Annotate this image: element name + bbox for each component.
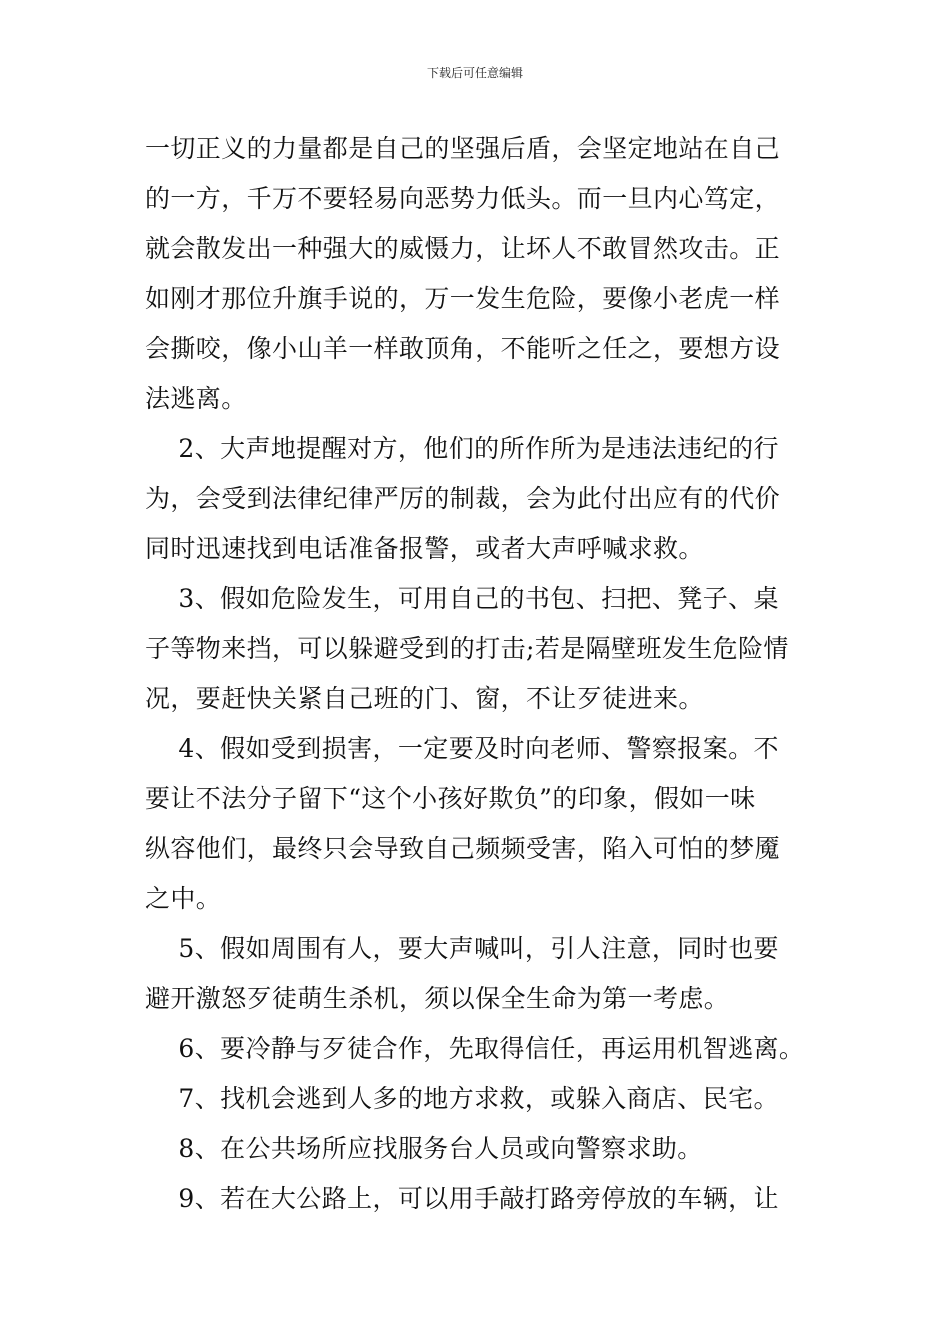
text-line: 之中。 <box>145 884 222 913</box>
text-line: 的一方，千万不要轻易向恶势力低头。而一旦内心笃定， <box>145 184 781 213</box>
text-line: 子等物来挡，可以躲避受到的打击;若是隔壁班发生危险情 <box>145 634 789 663</box>
text-line: 就会散发出一种强大的威慑力，让坏人不敢冒然攻击。正 <box>145 234 781 263</box>
text-line: 如刚才那位升旗手说的，万一发生危险，要像小老虎一样 <box>145 284 781 313</box>
text-line: 为，会受到法律纪律严厉的制裁，会为此付出应有的代价 <box>145 484 781 513</box>
text-line: 一切正义的力量都是自己的坚强后盾，会坚定地站在自己 <box>145 134 781 163</box>
text-line: 会撕咬，像小山羊一样敢顶角，不能听之任之，要想方设 <box>145 334 781 363</box>
text-line: 7、找机会逃到人多的地方求救，或躲入商店、民宅。 <box>145 1084 779 1113</box>
text-line: 纵容他们，最终只会导致自己频频受害，陷入可怕的梦魇 <box>145 834 781 863</box>
text-line: 避开激怒歹徒萌生杀机，须以保全生命为第一考虑。 <box>145 984 730 1013</box>
page-header: 下载后可任意编辑 <box>426 66 523 80</box>
text-line: 2、大声地提醒对方，他们的所作所为是违法违纪的行 <box>145 434 779 463</box>
text-line: 况，要赶快关紧自己班的门、窗，不让歹徒进来。 <box>145 684 704 713</box>
text-line: 6、要冷静与歹徒合作，先取得信任，再运用机智逃离。 <box>145 1034 805 1063</box>
text-line: 要让不法分子留下“这个小孩好欺负”的印象，假如一味 <box>145 784 756 813</box>
text-line: 3、假如危险发生，可用自己的书包、扫把、凳子、桌 <box>145 584 779 613</box>
text-line: 法逃离。 <box>145 384 247 413</box>
text-line: 9、若在大公路上，可以用手敲打路旁停放的车辆，让 <box>145 1184 779 1213</box>
text-line: 5、假如周围有人，要大声喊叫，引人注意，同时也要 <box>145 934 779 963</box>
text-line: 4、假如受到损害，一定要及时向老师、警察报案。不 <box>145 734 779 763</box>
text-line: 同时迅速找到电话准备报警，或者大声呼喊求救。 <box>145 534 704 563</box>
text-line: 8、在公共场所应找服务台人员或向警察求助。 <box>145 1134 703 1163</box>
